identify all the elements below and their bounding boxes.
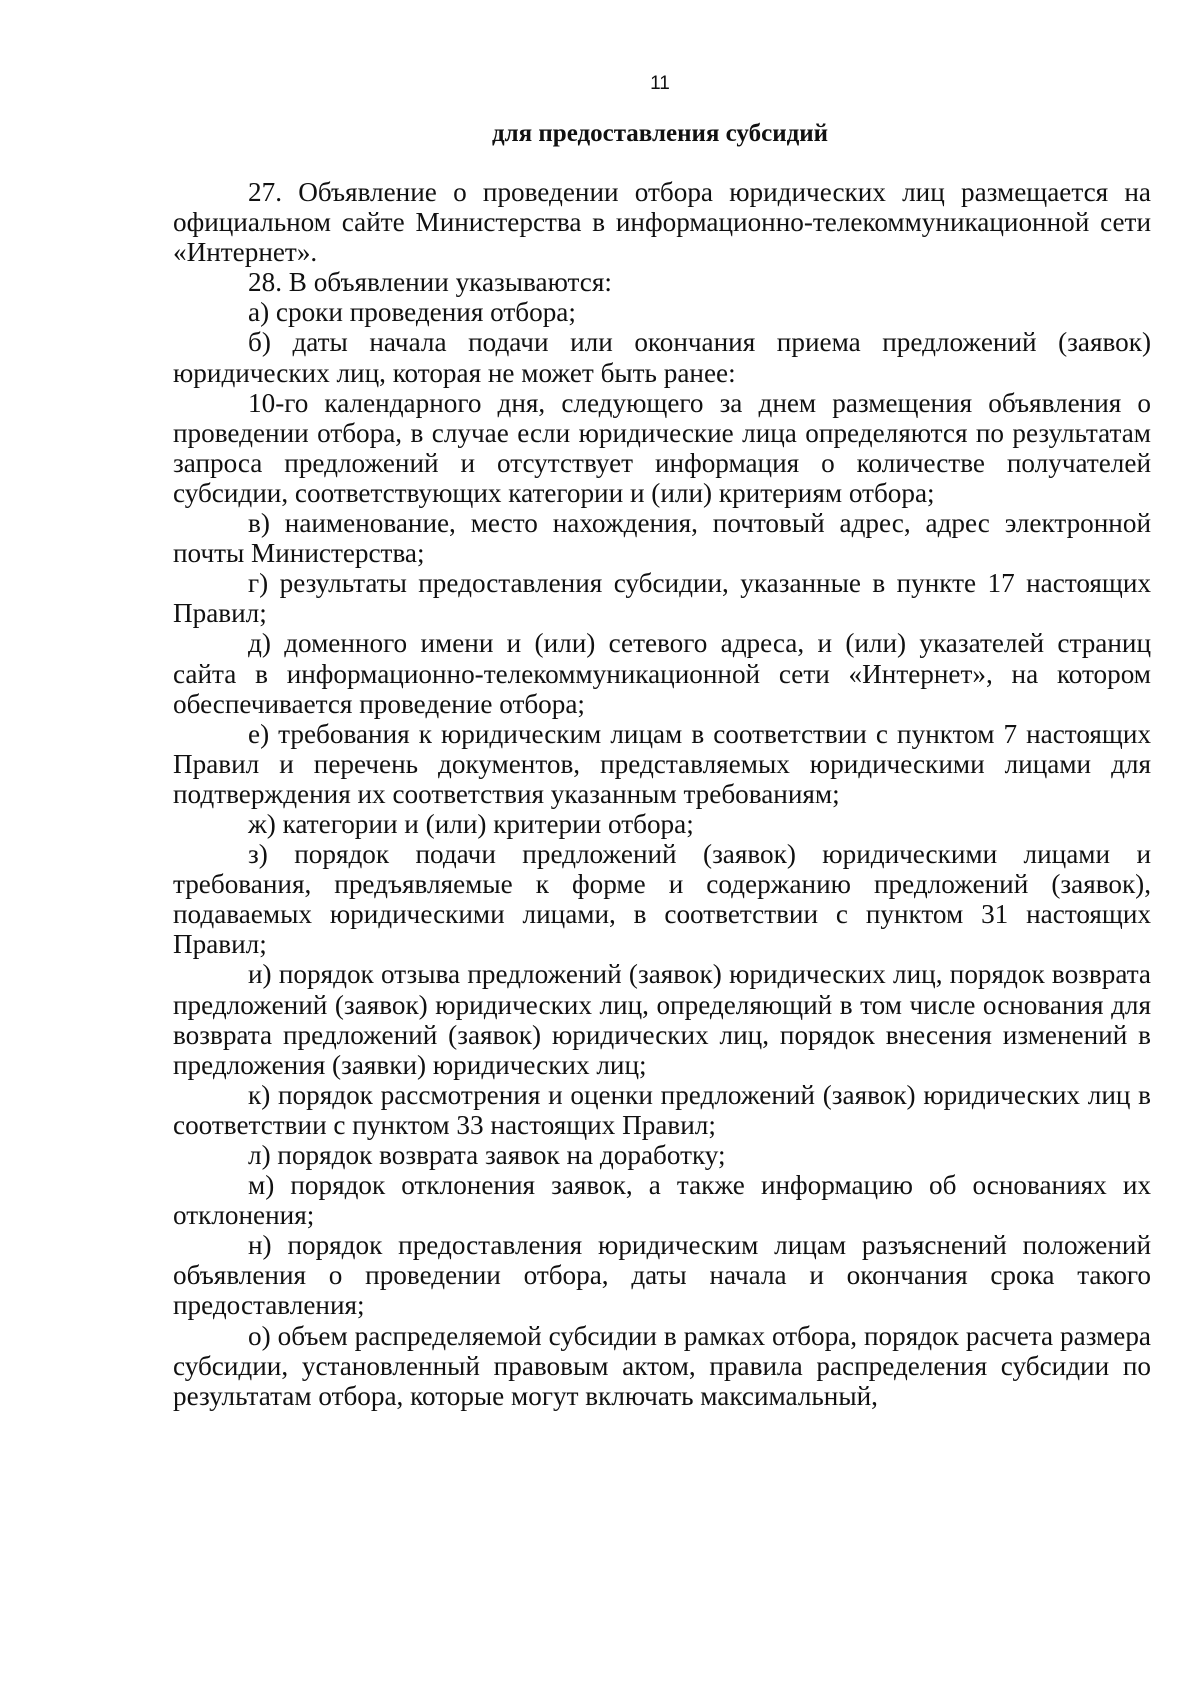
list-item-o: о) объем распределяемой субсидии в рамках отбора, порядок расчета размера субсидии, установленный правовым актом, правила распределения субсидии по результатам отбора, которые могут включать максимальный, [173, 1320, 1151, 1411]
list-item-e: е) требования к юридическим лицам в соответствии с пунктом 7 настоящих Правил и перечень документов, представляемых юридическими лицами для подтверждения их соответствия указанным требованиям; [173, 718, 1151, 809]
list-item-m: м) порядок отклонения заявок, а также информацию об основаниях их отклонения; [173, 1170, 1151, 1231]
list-item-d: д) доменного имени и (или) сетевого адреса, и (или) указателей страниц сайта в информационно-телекоммуникационной сети «Интернет», на котором обеспечивается проведение отбора; [173, 628, 1151, 719]
list-item-b-detail: 10-го календарного дня, следующего за днем размещения объявления о проведении отбора, в случае если юридические лица определяются по результатам запроса предложений и отсутствует информация о количестве получателей субсидии, соответствующих категории и (или) критериям отбора; [173, 387, 1151, 508]
paragraph-27: 27. Объявление о проведении отбора юридических лиц размещается на официальном сайте Министерства в информационно-телекоммуникационной сети «Интернет». [173, 177, 1151, 268]
page-number: 11 [650, 73, 670, 94]
body-text [173, 177, 1151, 1411]
list-item-b: б) даты начала подачи или окончания приема предложений (заявок) юридических лиц, которая не может быть ранее: [173, 327, 1151, 388]
list-item-g: г) результаты предоставления субсидии, указанные в пункте 17 настоящих Правил; [173, 568, 1151, 629]
paragraph-28: 28. В объявлении указываются: [248, 267, 612, 298]
section-heading: для предоставления субсидий [491, 120, 829, 147]
list-item-z: з) порядок подачи предложений (заявок) юридическими лицами и требования, предъявляемые к форме и содержанию предложений (заявок), подаваемых юридическими лицами, в соответствии с пунктом 31 настоящих Правил; [173, 839, 1151, 960]
list-item-i: и) порядок отзыва предложений (заявок) юридических лиц, порядок возврата предложений (заявок) юридических лиц, определяющий в том числе основания для возврата предложений (заявок) юридических лиц, порядок внесения изменений в предложения (заявки) юридических лиц; [173, 959, 1151, 1080]
list-item-n: н) порядок предоставления юридическим лицам разъяснений положений объявления о проведении отбора, даты начала и окончания срока такого предоставления; [173, 1230, 1151, 1321]
list-item-k: к) порядок рассмотрения и оценки предложений (заявок) юридических лиц в соответствии с пунктом 33 настоящих Правил; [173, 1079, 1151, 1140]
list-item-v: в) наименование, место нахождения, почтовый адрес, адрес электронной почты Министерства; [173, 508, 1151, 569]
list-item-l: л) порядок возврата заявок на доработку; [248, 1140, 726, 1170]
list-item-zh: ж) категории и (или) критерии отбора; [248, 808, 694, 839]
list-item-a: а) сроки проведения отбора; [248, 297, 576, 328]
